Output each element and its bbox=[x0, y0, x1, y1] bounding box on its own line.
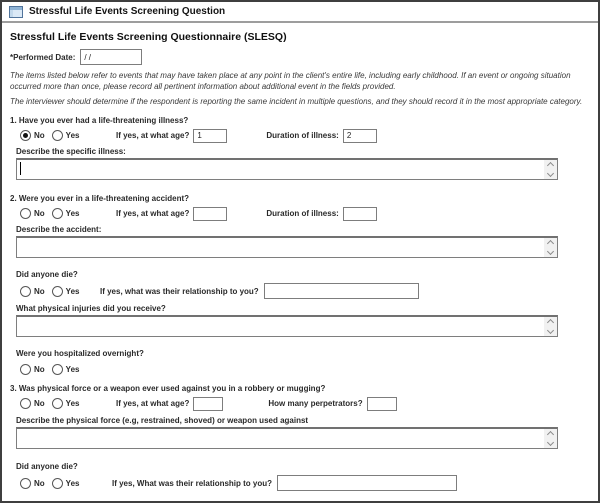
q2-describe-textarea[interactable] bbox=[16, 236, 558, 258]
scroll-down-icon[interactable] bbox=[547, 439, 554, 446]
q2-relationship-input[interactable] bbox=[264, 283, 419, 299]
scroll-up-icon[interactable] bbox=[547, 431, 554, 438]
q2-die-answer-row bbox=[20, 283, 590, 299]
radio-no-label: No bbox=[34, 478, 45, 488]
question-3-text: 3. Was physical force or a weapon ever used against you in a robbery or mugging? bbox=[10, 384, 326, 393]
q2-relationship-label: If yes, what was their relationship to you? bbox=[100, 286, 259, 296]
q3-die-yes-radio[interactable] bbox=[52, 478, 80, 489]
q2-die-radio-group bbox=[20, 286, 108, 297]
form-window-icon bbox=[9, 6, 23, 18]
textarea-scrollbar[interactable] bbox=[544, 317, 557, 336]
performed-date-input[interactable] bbox=[80, 49, 142, 65]
radio-unselected-icon[interactable] bbox=[20, 364, 31, 375]
radio-unselected-icon[interactable] bbox=[52, 286, 63, 297]
q2-hospitalized-radio-group bbox=[20, 364, 108, 375]
radio-no-label: No bbox=[34, 286, 45, 296]
scroll-down-icon[interactable] bbox=[547, 327, 554, 334]
q3-age-input[interactable] bbox=[193, 397, 223, 411]
q3-relationship-label: If yes, What was their relationship to you? bbox=[112, 478, 273, 488]
radio-unselected-icon[interactable] bbox=[52, 478, 63, 489]
q2-yes-radio[interactable] bbox=[52, 208, 80, 219]
q2-age-input[interactable] bbox=[193, 207, 227, 221]
q3-age-label: If yes, at what age? bbox=[116, 399, 190, 408]
question-3-answer-row bbox=[20, 396, 590, 411]
radio-yes-label: Yes bbox=[65, 131, 80, 140]
q3-no-radio[interactable] bbox=[20, 398, 45, 409]
q2-hospitalized-label: Were you hospitalized overnight? bbox=[16, 349, 144, 358]
q3-die-label: Did anyone die? bbox=[16, 462, 78, 471]
q1-duration-input[interactable] bbox=[343, 129, 377, 143]
q2-die-label: Did anyone die? bbox=[16, 270, 78, 279]
scroll-up-icon[interactable] bbox=[547, 162, 554, 169]
performed-date-row bbox=[10, 49, 590, 65]
q1-no-radio[interactable] bbox=[20, 130, 45, 141]
radio-no-label: No bbox=[34, 209, 45, 218]
textarea-scrollbar[interactable] bbox=[544, 429, 557, 448]
radio-unselected-icon[interactable] bbox=[20, 478, 31, 489]
q2-injuries-label: What physical injuries did you receive? bbox=[16, 304, 166, 313]
q1-radio-group bbox=[20, 130, 108, 141]
window-title: Stressful Life Events Screening Question bbox=[29, 6, 226, 17]
scroll-up-icon[interactable] bbox=[547, 319, 554, 326]
q2-die-no-radio[interactable] bbox=[20, 286, 45, 297]
q3-describe-label: Describe the physical force (e.g, restrained, shoved) or weapon used against bbox=[16, 416, 309, 425]
question-1-text: 1. Have you ever had a life-threatening illness? bbox=[10, 116, 189, 125]
textarea-scrollbar[interactable] bbox=[544, 238, 557, 257]
q3-perpetrators-label: How many perpetrators? bbox=[268, 399, 363, 408]
q3-yes-radio[interactable] bbox=[52, 398, 80, 409]
q1-age-label: If yes, at what age? bbox=[116, 131, 190, 140]
q1-describe-textarea[interactable] bbox=[16, 158, 558, 180]
radio-no-label: No bbox=[34, 399, 45, 408]
radio-unselected-icon[interactable] bbox=[52, 364, 63, 375]
q3-die-no-radio[interactable] bbox=[20, 478, 45, 489]
q1-describe-label: Describe the specific illness: bbox=[16, 147, 126, 156]
q2-die-yes-radio[interactable] bbox=[52, 286, 80, 297]
question-2-text: 2. Were you ever in a life-threatening accident? bbox=[10, 194, 190, 203]
text-caret bbox=[20, 162, 21, 175]
radio-unselected-icon[interactable] bbox=[20, 208, 31, 219]
q2-no-radio[interactable] bbox=[20, 208, 45, 219]
textarea-scrollbar[interactable] bbox=[544, 160, 557, 179]
radio-yes-label: Yes bbox=[65, 478, 80, 488]
instructions-paragraph-2: The interviewer should determine if the respondent is reporting the same incident in multiple questions, and they should record it in the most appropriate category. bbox=[10, 97, 583, 106]
q2-duration-input[interactable] bbox=[343, 207, 377, 221]
form-content bbox=[2, 31, 598, 491]
radio-selected-icon[interactable] bbox=[20, 130, 31, 141]
q3-radio-group bbox=[20, 398, 108, 409]
instructions-paragraph-1: The items listed below refer to events that may have taken place at any point in the client's entire life, including early childhood. If an event or ongoing situation occurred more than once, please record all pertinent information about additional event in the fields provided. bbox=[10, 71, 571, 91]
title-bar bbox=[2, 2, 598, 23]
q2-age-label: If yes, at what age? bbox=[116, 209, 190, 218]
q2-hospitalized-no-radio[interactable] bbox=[20, 364, 45, 375]
radio-yes-label: Yes bbox=[65, 286, 80, 296]
radio-unselected-icon[interactable] bbox=[52, 208, 63, 219]
q2-radio-group bbox=[20, 208, 108, 219]
radio-unselected-icon[interactable] bbox=[20, 398, 31, 409]
scroll-up-icon[interactable] bbox=[547, 240, 554, 247]
q3-die-answer-row bbox=[20, 475, 590, 491]
radio-no-label: No bbox=[34, 131, 45, 140]
radio-unselected-icon[interactable] bbox=[52, 398, 63, 409]
q1-age-input[interactable] bbox=[193, 129, 227, 143]
q2-duration-label: Duration of illness: bbox=[266, 209, 339, 218]
q2-describe-label: Describe the accident: bbox=[16, 225, 102, 234]
radio-unselected-icon[interactable] bbox=[52, 130, 63, 141]
scroll-down-icon[interactable] bbox=[547, 170, 554, 177]
radio-yes-label: Yes bbox=[65, 209, 80, 218]
scroll-down-icon[interactable] bbox=[547, 248, 554, 255]
radio-unselected-icon[interactable] bbox=[20, 286, 31, 297]
radio-no-label: No bbox=[34, 365, 45, 374]
q3-relationship-input[interactable] bbox=[277, 475, 457, 491]
q1-yes-radio[interactable] bbox=[52, 130, 80, 141]
q2-hospitalized-yes-radio[interactable] bbox=[52, 364, 80, 375]
q2-hospitalized-answer-row bbox=[20, 362, 590, 377]
question-1-answer-row bbox=[20, 128, 590, 143]
form-heading: Stressful Life Events Screening Questionnaire (SLESQ) bbox=[10, 31, 287, 43]
q3-perpetrators-input[interactable] bbox=[367, 397, 397, 411]
q3-describe-textarea[interactable] bbox=[16, 427, 558, 449]
radio-yes-label: Yes bbox=[65, 399, 80, 408]
q1-duration-label: Duration of illness: bbox=[266, 131, 339, 140]
question-2-answer-row bbox=[20, 206, 590, 221]
q2-injuries-textarea[interactable] bbox=[16, 315, 558, 337]
radio-yes-label: Yes bbox=[65, 365, 80, 374]
q3-die-radio-group bbox=[20, 478, 108, 489]
performed-date-label: *Performed Date: bbox=[10, 52, 76, 62]
